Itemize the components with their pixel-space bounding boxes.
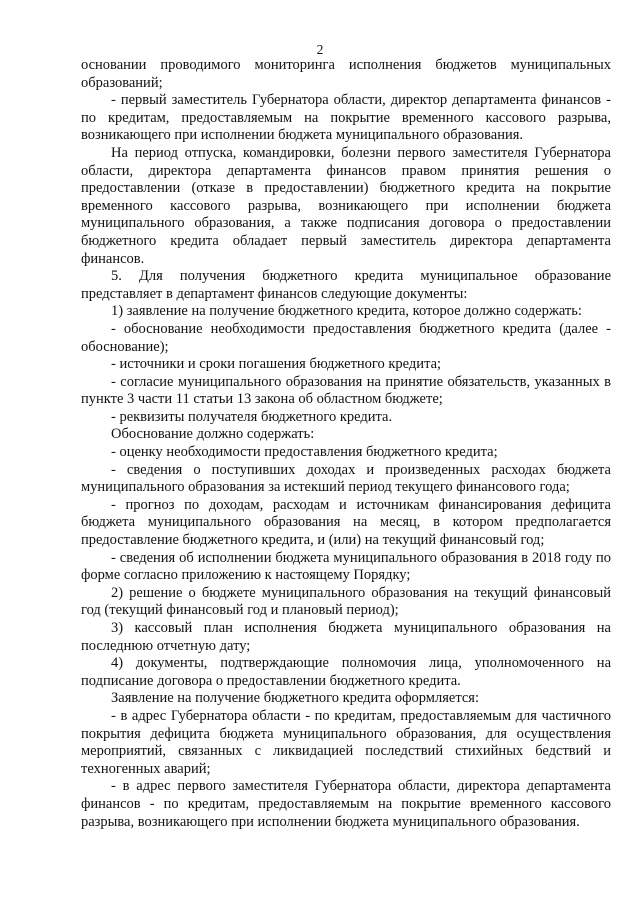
paragraph: - оценку необходимости предоставления бюджетного кредита; xyxy=(111,444,498,461)
paragraph: 5. Для получения бюджетного кредита муниципальное образование представляет в департамент финансов следующие документы: xyxy=(81,268,611,302)
page-number: 2 xyxy=(316,42,324,57)
paragraph: - сведения о поступивших доходах и произведенных расходах бюджета муниципального образования за истекший период текущего финансового года; xyxy=(81,461,611,496)
paragraph: основании проводимого мониторинга исполнения бюджетов муниципальных образований; xyxy=(81,57,611,91)
paragraph: - в адрес Губернатора области - по кредитам, предоставляемым для частичного покрытия дефицита бюджета муниципального образования, для осуществления мероприятий, связанных с ликвидацией последствий стихийных бедствий и техногенных аварий; xyxy=(81,707,611,777)
paragraph: Обоснование должно содержать: xyxy=(111,426,315,443)
paragraph: 3) кассовый план исполнения бюджета муниципального образования на последнюю отчетную дату; xyxy=(81,620,611,654)
document-body xyxy=(81,57,611,831)
paragraph: - источники и сроки погашения бюджетного кредита; xyxy=(111,356,442,373)
paragraph: - прогноз по доходам, расходам и источникам финансирования дефицита бюджета муниципального образования на месяц, в котором предполагается предоставление бюджетного кредита, и (или) на текущий финансовый год; xyxy=(81,496,611,549)
paragraph: Заявление на получение бюджетного кредита оформляется: xyxy=(111,690,479,707)
paragraph: 4) документы, подтверждающие полномочия лица, уполномоченного на подписание договора о предоставлении бюджетного кредита. xyxy=(81,655,611,689)
paragraph: - обоснование необходимости предоставления бюджетного кредита (далее - обоснование); xyxy=(81,320,611,355)
paragraph: - реквизиты получателя бюджетного кредита. xyxy=(111,408,393,425)
paragraph: - первый заместитель Губернатора области, директор департамента финансов - по кредитам, предоставляемым на покрытие временного кассового разрыва, возникающего при исполнении бюджета муниципального образования. xyxy=(81,92,611,144)
paragraph: - согласие муниципального образования на принятие обязательств, указанных в пункте 3 части 11 статьи 13 закона об областном бюджете; xyxy=(81,373,611,408)
paragraph: 2) решение о бюджете муниципального образования на текущий финансовый год (текущий финансовый год и плановый период); xyxy=(81,584,611,619)
paragraph: На период отпуска, командировки, болезни первого заместителя Губернатора области, директора департамента финансов правом принятия решения о предоставлении (отказе в предоставлении) бюджетного кредита на покрытие временного кассового разрыва, возникающего при исполнении бюджета муниципального образования, а также подписания договора о предоставлении бюджетного кредита обладает первый заместитель директора департамента финансов. xyxy=(81,144,611,267)
paragraph: 1) заявление на получение бюджетного кредита, которое должно содержать: xyxy=(111,303,582,320)
paragraph: - сведения об исполнении бюджета муниципального образования в 2018 году по форме согласно приложению к настоящему Порядку; xyxy=(81,549,611,584)
paragraph: - в адрес первого заместителя Губернатора области, директора департамента финансов - по кредитам, предоставляемым на покрытие временного кассового разрыва, возникающего при исполнении бюджета муниципального образования. xyxy=(81,778,611,830)
